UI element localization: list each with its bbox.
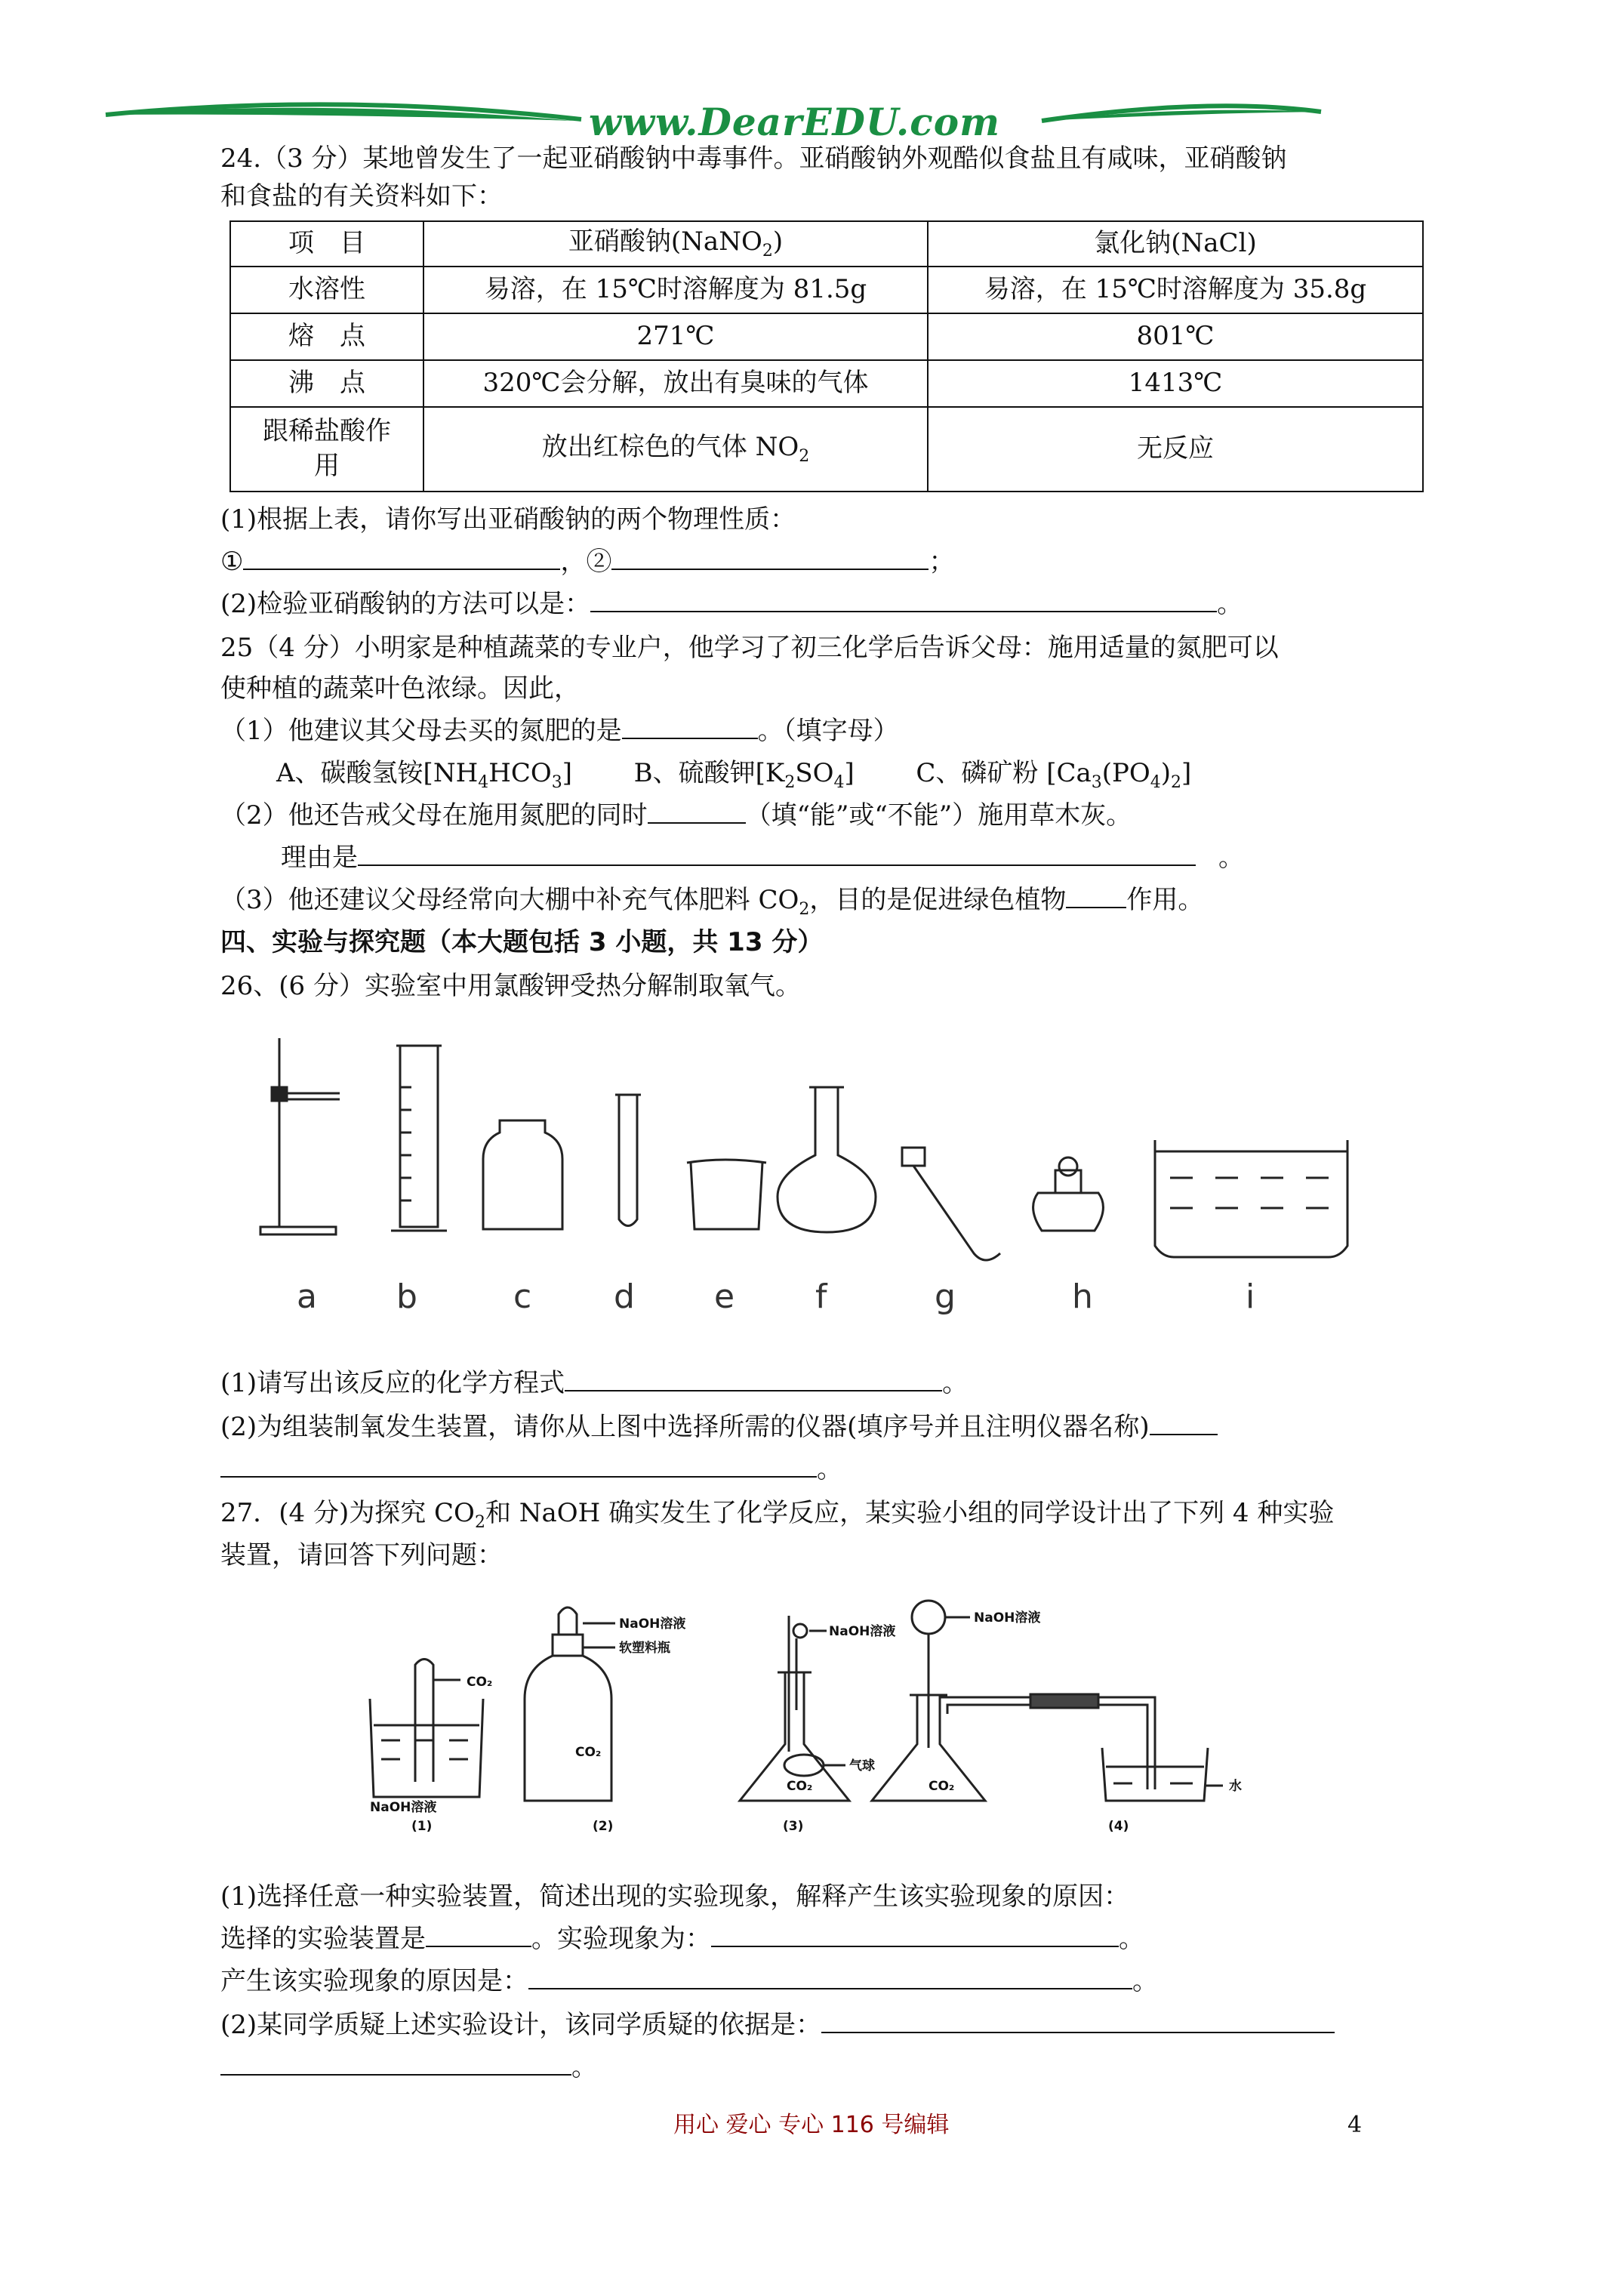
table-cell: 320℃会分解，放出有臭味的气体 <box>423 360 928 407</box>
answer-blank[interactable] <box>1066 884 1126 908</box>
q25-p3: （3）他还建议父母经常向大棚中补充气体肥料 $CO_2$，目的是促进绿色植物 作用。 <box>220 885 1204 919</box>
q25-options: A、碳酸氢铵$[NH_4HCO_3]$ B、硫酸钾$[K_2SO_4]$ C、磷矿粉 $[Ca_3(PO_4)_2]$ <box>276 758 1192 792</box>
table-row <box>230 221 1423 267</box>
figure-label-i: i <box>1246 1277 1255 1316</box>
device-num-3: (3) <box>783 1819 804 1834</box>
device-3-icon <box>740 1616 849 1801</box>
figure-label-h: h <box>1072 1277 1093 1316</box>
q27-p1-reason: 产生该实验现象的原因是： 。 <box>220 1966 1158 1996</box>
table-cell: 易溶，在 15℃时溶解度为 81.5g <box>423 267 928 313</box>
q24-p1: (1)根据上表，请你写出亚硝酸钠的两个物理性质： <box>220 504 796 535</box>
round-flask-icon <box>778 1087 876 1232</box>
table-cell: 沸 点 <box>230 360 423 407</box>
q27-p2: (2)某同学质疑上述实验设计，该同学质疑的依据是： <box>220 2008 1335 2043</box>
answer-blank[interactable] <box>821 2009 1335 2033</box>
label-naoh-4: NaOH溶液 <box>974 1610 1041 1626</box>
answer-blank[interactable] <box>611 546 929 570</box>
q24-intro-2: 和食盐的有关资料如下： <box>220 181 503 211</box>
table-cell: 无反应 <box>928 407 1423 492</box>
q25-p2: （2）他还告戒父母在施用氮肥的同时 （填“能”或“不能”）施用草木灰。 <box>220 800 1132 831</box>
answer-blank[interactable] <box>243 546 560 570</box>
section-heading: 四、实验与探究题（本大题包括 3 小题，共 13 分） <box>220 927 824 957</box>
table-cell: 跟稀盐酸作 用 <box>230 407 423 492</box>
q25-intro-1: 25（4 分）小明家是种植蔬菜的专业户，他学习了初三化学后告诉父母：施用适量的氮肥可以 <box>220 633 1279 663</box>
figure-label-c: c <box>513 1277 532 1316</box>
label-co2-4: CO₂ <box>929 1779 955 1794</box>
table-row <box>230 313 1423 360</box>
device-num-2: (2) <box>593 1819 614 1834</box>
device-num-1: (1) <box>411 1819 433 1834</box>
table-row <box>230 407 1423 492</box>
table-cell: 熔 点 <box>230 313 423 360</box>
page-number: 4 <box>1347 2112 1363 2138</box>
answer-blank[interactable] <box>528 1965 1132 1989</box>
iron-stand-icon <box>260 1038 340 1234</box>
device-2-icon <box>525 1607 615 1801</box>
device-4-icon <box>872 1601 1223 1801</box>
answer-blank[interactable] <box>648 800 746 824</box>
properties-table <box>229 220 1424 492</box>
answer-blank[interactable] <box>590 588 1217 612</box>
answer-blank[interactable] <box>1150 1411 1218 1435</box>
q27-p2-cont: 。 <box>220 2051 597 2085</box>
table-cell: 271℃ <box>423 313 928 360</box>
footer-text: 用心 爱心 专心 116 号编辑 <box>673 2112 950 2138</box>
jar-icon <box>483 1120 562 1229</box>
label-soft-bottle: 软塑料瓶 <box>619 1641 670 1656</box>
q24-p1-blanks: ① ，② ； <box>220 547 955 577</box>
q25-p1: （1）他建议其父母去买的氮肥的是 。（填字母） <box>220 716 899 746</box>
answer-blank[interactable] <box>358 842 1196 866</box>
answer-blank[interactable] <box>220 1453 817 1478</box>
q26-intro: 26、(6 分）实验室中用氯酸钾受热分解制取氧气。 <box>220 971 801 1001</box>
q27-p1: (1)选择任意一种实验装置，简述出现的实验现象，解释产生该实验现象的原因： <box>220 1881 1130 1912</box>
label-co2-1: CO₂ <box>467 1675 493 1690</box>
figure-label-e: e <box>714 1277 735 1316</box>
table-cell: 801℃ <box>928 313 1423 360</box>
answer-blank[interactable] <box>426 1923 531 1947</box>
q25-p2-reason: 理由是 。 <box>281 843 1244 873</box>
table-cell: 水溶性 <box>230 267 423 313</box>
q27-intro-1: 27．(4 分)为探究 $CO_2$和 NaOH 确实发生了化学反应，某实验小组的同学设计出了下列 4 种实验 <box>220 1498 1335 1532</box>
label-balloon: 气球 <box>849 1758 875 1774</box>
label-co2-2: CO₂ <box>575 1745 602 1760</box>
figure-label-a: a <box>297 1277 317 1316</box>
answer-blank[interactable] <box>565 1367 942 1391</box>
site-logo: www.DearEDU.com <box>589 100 1001 144</box>
test-tube-icon <box>615 1095 641 1226</box>
answer-blank[interactable] <box>220 2051 571 2076</box>
measuring-cylinder-icon <box>391 1046 447 1231</box>
alcohol-lamp-icon <box>1033 1157 1104 1231</box>
delivery-tube-icon <box>902 1148 1000 1260</box>
q24-p2: (2)检验亚硝酸钠的方法可以是： 。 <box>220 589 1243 619</box>
label-naoh-3: NaOH溶液 <box>829 1624 896 1639</box>
table-cell: 放出红棕色的气体 $NO_2$ <box>423 407 928 492</box>
answer-blank[interactable] <box>711 1923 1119 1947</box>
q26-p2-cont: 。 <box>220 1453 842 1487</box>
q26-p2: (2)为组装制氧发生装置，请你从上图中选择所需的仪器(填序号并且注明仪器名称) <box>220 1410 1218 1445</box>
table-head-item: 项 目 <box>230 221 423 267</box>
table-row <box>230 267 1423 313</box>
figure-label-f: f <box>815 1277 827 1316</box>
apparatus-figure <box>257 1027 1389 1299</box>
table-head-nacl: 氯化钠(NaCl) <box>928 221 1423 267</box>
table-head-nano2: 亚硝酸钠(NaNO$_2$) <box>423 221 928 267</box>
device-num-4: (4) <box>1108 1819 1129 1834</box>
answer-blank[interactable] <box>622 715 758 739</box>
q27-p1-blanks: 选择的实验装置是 。实验现象为： 。 <box>220 1924 1144 1954</box>
table-cell: 易溶，在 15℃时溶解度为 35.8g <box>928 267 1423 313</box>
table-cell: 1413℃ <box>928 360 1423 407</box>
label-water: 水 <box>1229 1779 1242 1794</box>
q24-intro-1: 24.（3 分）某地曾发生了一起亚硝酸钠中毒事件。亚硝酸钠外观酷似食盐且有咸味，亚硝酸钠 <box>220 143 1287 174</box>
q27-intro-2: 装置，请回答下列问题： <box>220 1540 503 1570</box>
label-co2-3: CO₂ <box>787 1779 813 1794</box>
q26-p1: (1)请写出该反应的化学方程式 。 <box>220 1368 969 1398</box>
beaker-icon <box>687 1160 766 1229</box>
label-naoh-1: NaOH溶液 <box>370 1800 437 1815</box>
q25-intro-2: 使种植的蔬菜叶色浓绿。因此， <box>220 673 580 704</box>
label-naoh-2: NaOH溶液 <box>619 1616 686 1632</box>
table-row <box>230 360 1423 407</box>
figure-label-d: d <box>614 1277 635 1316</box>
water-trough-icon <box>1155 1140 1347 1257</box>
figure-label-g: g <box>935 1277 956 1316</box>
figure-label-b: b <box>396 1277 417 1316</box>
